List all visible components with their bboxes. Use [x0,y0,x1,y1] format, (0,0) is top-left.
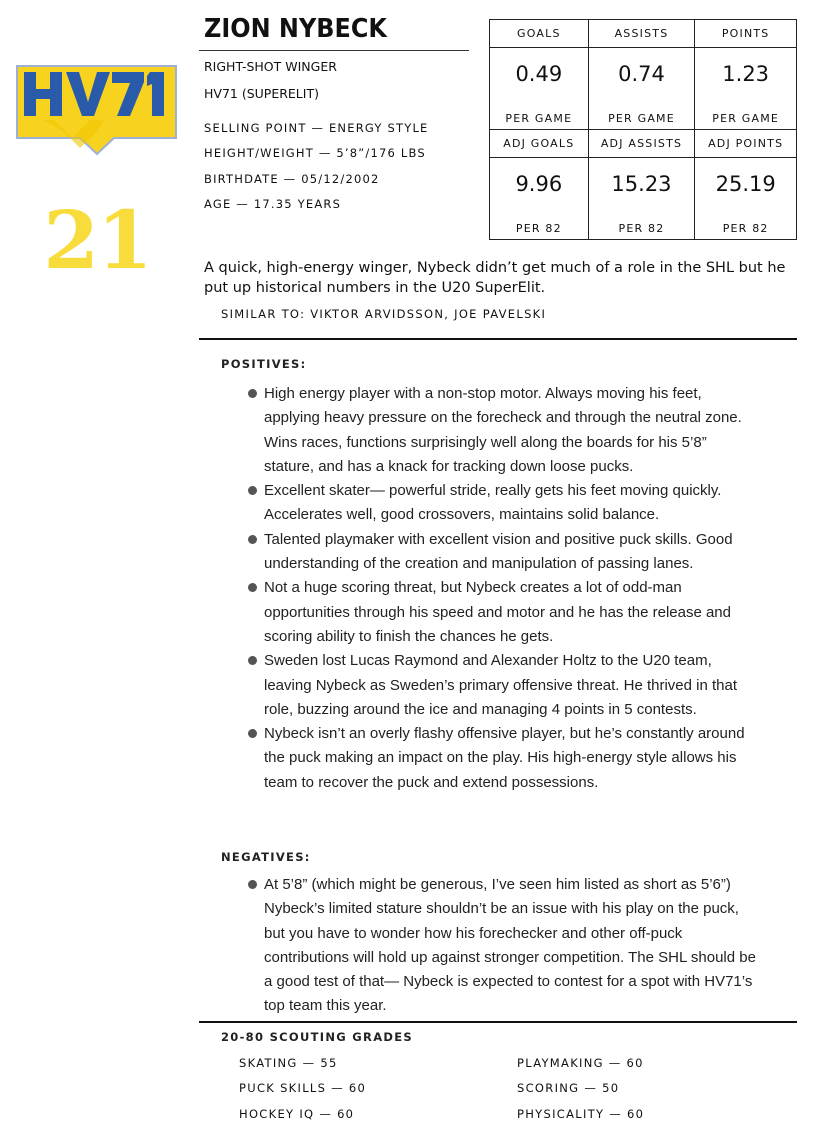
stat-cell-assists [588,48,695,130]
positives-list [248,382,758,795]
stat-value-adj-assists: 15.23 [611,172,672,196]
player-name: ZION NYBECK [204,14,387,44]
grade-playmaking: PLAYMAKING — 60 [517,1056,644,1070]
grades-label: 20-80 SCOUTING GRADES [221,1030,413,1044]
positives-label: POSITIVES: [221,357,307,371]
section-divider [199,338,797,340]
stat-unit: PER 82 [618,222,665,235]
grade-scoring: SCORING — 50 [517,1081,620,1095]
list-item: At 5’8” (which might be generous, I’ve seen him listed as short as 5’6”) Nybeck’s limited stature shouldn’t be an issue with his play on the puck, but you have to wonder how his forechecker and other off-puck contributions will hold up against stronger competition. The SHL should be a good test of that— Nybeck is expected to contest for a spot with HV71’s top team this year. [248,873,758,1019]
stat-cell-adj-goals [490,158,589,240]
negatives-label: NEGATIVES: [221,850,311,864]
list-item: High energy player with a non-stop motor. Always moving his feet, applying heavy pressure on the forecheck and through the neutral zone. Wins races, functions surprisingly well along the boards for his 5’8” stature, and has a knack for tracking down loose pucks. [248,382,758,479]
jersey-number: 21 [43,193,151,287]
stat-cell-adj-points [695,158,797,240]
stat-cell-adj-assists [588,158,695,240]
stat-header-points: POINTS [695,20,797,48]
stat-value-points: 1.23 [722,62,770,86]
stat-value-adj-goals: 9.96 [515,172,563,196]
negatives-list [248,873,758,1019]
stat-value-assists: 0.74 [618,62,665,86]
similar-players: SIMILAR TO: VIKTOR ARVIDSSON, JOE PAVELSKI [221,307,547,321]
stat-unit: PER 82 [722,222,769,235]
stat-header-adj-assists: ADJ ASSISTS [588,130,695,158]
section-divider [199,1021,797,1023]
player-summary: A quick, high-energy winger, Nybeck didn’t get much of a role in the SHL but he put up historical numbers in the U20 SuperElit. [204,260,786,296]
stat-cell-goals [490,48,589,130]
age: AGE — 17.35 YEARS [204,197,342,211]
stat-unit: PER GAME [608,112,675,125]
stat-unit: PER 82 [515,222,562,235]
list-item: Sweden lost Lucas Raymond and Alexander Holtz to the U20 team, leaving Nybeck as Sweden’s primary offensive threat. He thrived in that role, buzzing around the ice and managing 4 points in 5 contests. [248,649,758,722]
height-weight: HEIGHT/WEIGHT — 5’8”/176 LBS [204,146,426,160]
birthdate: BIRTHDATE — 05/12/2002 [204,172,380,186]
stat-header-assists: ASSISTS [588,20,695,48]
stat-value-goals: 0.49 [515,62,563,86]
selling-point: SELLING POINT — ENERGY STYLE [204,121,429,135]
stat-unit: PER GAME [712,112,780,125]
stat-cell-points [695,48,797,130]
stat-header-goals: GOALS [490,20,589,48]
player-position: RIGHT-SHOT WINGER [204,59,337,74]
list-item: Nybeck isn’t an overly flashy offensive player, but he’s constantly around the puck making an impact on the play. His high-energy style allows his team to recover the puck and extend possessions. [248,722,758,795]
player-team: HV71 (SUPERELIT) [204,86,319,101]
hv71-logo [14,58,180,156]
grade-skating: SKATING — 55 [239,1056,338,1070]
grade-puck-skills: PUCK SKILLS — 60 [239,1081,367,1095]
list-item: Talented playmaker with excellent vision and positive puck skills. Good understanding of the creation and manipulation of passing lanes. [248,528,758,577]
stat-header-adj-goals: ADJ GOALS [490,130,589,158]
stat-unit: PER GAME [505,112,573,125]
stats-table [489,19,797,240]
list-item: Not a huge scoring threat, but Nybeck creates a lot of odd-man opportunities through his speed and motor and he has the release and scoring ability to finish the chances he gets. [248,576,758,649]
stat-value-adj-points: 25.19 [715,172,776,196]
list-item: Excellent skater— powerful stride, really gets his feet moving quickly. Accelerates well, good crossovers, maintains solid balance. [248,479,758,528]
stat-header-adj-points: ADJ POINTS [695,130,797,158]
grade-hockey-iq: HOCKEY IQ — 60 [239,1107,355,1121]
grade-physicality: PHYSICALITY — 60 [517,1107,645,1121]
name-divider [199,50,469,51]
